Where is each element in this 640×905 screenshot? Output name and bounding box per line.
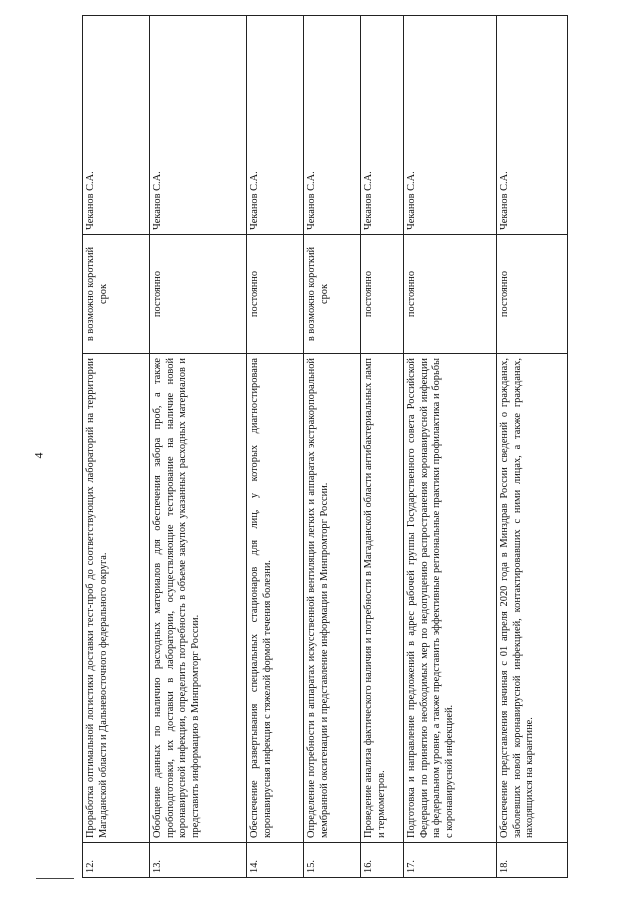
measure-text: Проработка оптимальной логистики доставки тест-проб до соответствующих лабораторий на территории Магаданской области и Дальневосточного федерального округа. bbox=[83, 354, 150, 843]
responsible-cell: Чеканов С.А. bbox=[404, 16, 497, 235]
measure-text: Обеспечение представления начиная с 01 апреля 2020 года в Минздрав России сведений о гражданах, заболевших новой коронавирусной инфекцией, контактировавших с ними лицах, а также гражданах, находящихся на карантине. bbox=[497, 354, 568, 843]
table-row bbox=[304, 16, 361, 878]
row-number: 15. bbox=[304, 843, 361, 878]
footer-divider bbox=[36, 878, 74, 879]
responsible-cell: Чеканов С.А. bbox=[304, 16, 361, 235]
responsible-cell: Чеканов С.А. bbox=[361, 16, 404, 235]
responsible-cell: Чеканов С.А. bbox=[247, 16, 304, 235]
deadline-cell: в возможно короткий срок bbox=[83, 235, 150, 354]
responsible-cell: Чеканов С.А. bbox=[497, 16, 568, 235]
deadline-cell: постоянно bbox=[150, 235, 247, 354]
table-row bbox=[247, 16, 304, 878]
row-number: 13. bbox=[150, 843, 247, 878]
deadline-cell: в возможно короткий срок bbox=[304, 235, 361, 354]
table-row bbox=[361, 16, 404, 878]
row-number: 12. bbox=[83, 843, 150, 878]
row-number: 18. bbox=[497, 843, 568, 878]
measure-text: Обобщение данных по наличию расходных материалов для обеспечения забора проб, а также пробоподготовки, их доставки в лаборатории, осуществляющие тестирование на наличие новой коронавирусной инфекции, определить потребность в объеме закупок указанных расходных материалов и представить информацию в Минпромторг России. bbox=[150, 354, 247, 843]
row-number: 17. bbox=[404, 843, 497, 878]
measures-table bbox=[82, 15, 568, 878]
table-row bbox=[83, 16, 150, 878]
measure-text: Проведение анализа фактического наличия и потребности в Магаданской области антибактериальных ламп и термометров. bbox=[361, 354, 404, 843]
measure-text: Подготовка и направление предложений в адрес рабочей группы Государственного совета Российской Федерации по принятию необходимых мер по недопущению распространения коронавирусной инфекции на федеральном уровне, а также представить эффективные региональные практики профилактика и борьбы с коронавирусной инфекцией. bbox=[404, 354, 497, 843]
row-number: 16. bbox=[361, 843, 404, 878]
table-row bbox=[404, 16, 497, 878]
deadline-cell: постоянно bbox=[497, 235, 568, 354]
row-number: 14. bbox=[247, 843, 304, 878]
responsible-cell: Чеканов С.А. bbox=[150, 16, 247, 235]
table-row bbox=[150, 16, 247, 878]
deadline-cell: постоянно bbox=[361, 235, 404, 354]
rotated-page-content bbox=[82, 52, 550, 878]
page-number: 4 bbox=[31, 452, 46, 459]
responsible-cell: Чеканов С.А. bbox=[83, 16, 150, 235]
deadline-cell: постоянно bbox=[247, 235, 304, 354]
measure-text: Обеспечение развертывания специальных стационаров для лиц, у которых диагностирована коронавирусная инфекция с тяжелой формой течения болезни. bbox=[247, 354, 304, 843]
table-row bbox=[497, 16, 568, 878]
deadline-cell: постоянно bbox=[404, 235, 497, 354]
measure-text: Определение потребности в аппаратах искусственной вентиляции легких и аппаратах экстракорпоральной мембранной оксигенации и представление информации в Минпромторг России. bbox=[304, 354, 361, 843]
